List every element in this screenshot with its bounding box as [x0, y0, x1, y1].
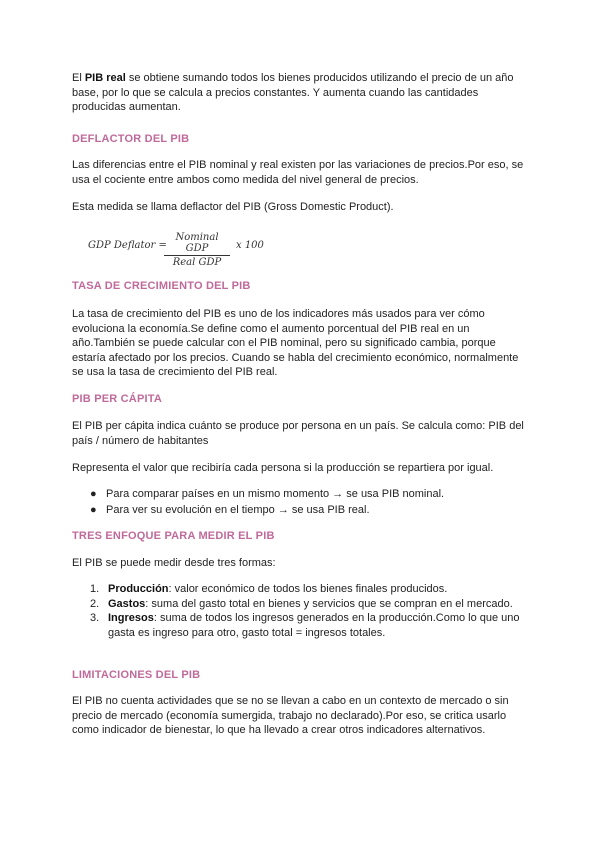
- list-item: ● Para comparar países en un mismo momento → se usa PIB nominal.: [90, 488, 445, 500]
- list-item: 2. Gastos: suma del gasto total en bienes y servicios que se compran en el mercado.: [90, 597, 513, 610]
- heading-limitaciones: LIMITACIONES DEL PIB: [72, 669, 201, 681]
- formula-rhs: x 100: [236, 240, 264, 251]
- list-item: 3. Ingresos: suma de todos los ingresos generados en la producción.Como lo que uno gasta es ingreso para otro, gasto total = ingresos totales.: [90, 612, 520, 639]
- bullet-dot-icon: ●: [90, 504, 97, 517]
- list-item: ● Para ver su evolución en el tiempo → se usa PIB real.: [90, 504, 370, 517]
- crecimiento-paragraph: La tasa de crecimiento del PIB es uno de los indicadores más usados para ver cómo evoluciona la economía.Se define como el aumento porcentual del PIB real en un año.También se puede calcular con el PIB nominal, pero su significado cambia, porque estaría afectado por los precios. Cuando se habla del crecimiento económico, normalmente se usa la tasa de crecimiento del PIB real.: [72, 308, 519, 379]
- limitaciones-paragraph: El PIB no cuenta actividades que se no se llevan a cabo en un contexto de mercado o sin precio de mercado (economía sumergida, trabajo no declarado).Por eso, se critica usarlo como indicador de bienestar, lo que ha llevado a crear otros indicadores alternativos.: [72, 695, 509, 737]
- intro-paragraph: [72, 71, 532, 115]
- intro-text-start: El: [72, 72, 85, 84]
- deflactor-paragraph-1: Las diferencias entre el PIB nominal y real existen por las variaciones de precios.Por eso, se usa el cociente entre ambos como medida del nivel general de precios.: [72, 159, 524, 186]
- formula-fraction: [164, 232, 230, 268]
- formula-numerator: Nominal GDP: [164, 232, 230, 256]
- enfoques-intro: El PIB se puede medir desde tres formas:: [72, 557, 276, 569]
- heading-enfoques: TRES ENFOQUE PARA MEDIR EL PIB: [72, 530, 275, 542]
- heading-deflactor: DEFLACTOR DEL PIB: [72, 133, 190, 145]
- enfoques-numbered-list: [72, 582, 532, 640]
- formula-lhs: GDP Deflator =: [88, 240, 167, 251]
- intro-text-rest: se obtiene sumando todos los bienes producidos utilizando el precio de un año base, por lo que se calcula a precios constantes. Y aumenta cuando las cantidades producidas aumentan.: [72, 72, 514, 114]
- per-capita-paragraph-1: El PIB per cápita indica cuánto se produce por persona en un país. Se calcula como: PIB del país / número de habitantes: [72, 420, 524, 447]
- heading-crecimiento: TASA DE CRECIMIENTO DEL PIB: [72, 280, 251, 292]
- deflactor-paragraph-2: Esta medida se llama deflactor del PIB (Gross Domestic Product).: [72, 201, 394, 213]
- heading-per-capita: PIB PER CÁPITA: [72, 393, 162, 405]
- intro-bold-term: PIB real: [84, 72, 126, 84]
- formula-denominator: Real GDP: [172, 257, 222, 268]
- per-capita-paragraph-2: Representa el valor que recibiría cada persona si la producción se repartiera por igual.: [72, 462, 494, 474]
- list-item: 1. Producción: valor económico de todos los bienes finales producidos.: [90, 583, 448, 595]
- bullet-dot-icon: ●: [90, 488, 97, 500]
- per-capita-bullet-list: [72, 487, 532, 519]
